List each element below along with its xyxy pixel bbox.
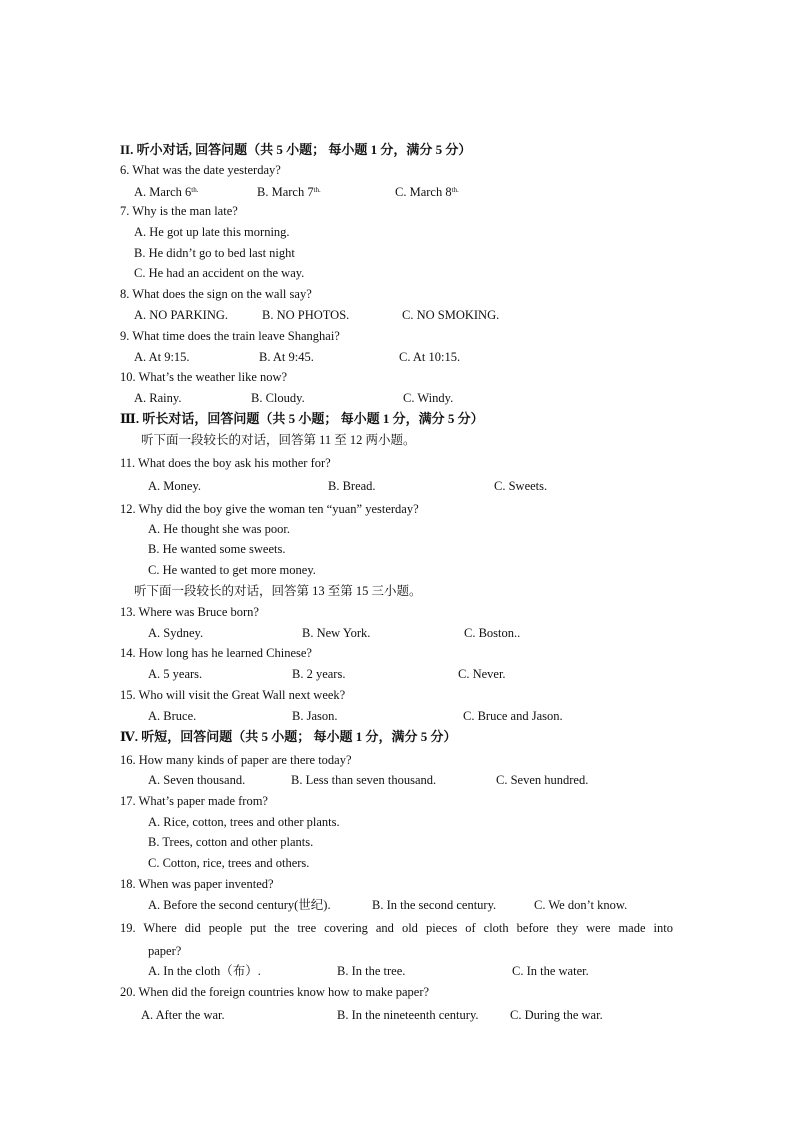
option-b: B. Cloudy. (251, 391, 305, 405)
option-a: A. At 9:15. (134, 350, 190, 364)
question-19: 19. Where did people put the tree covering and old pieces of cloth before they were made into (120, 921, 673, 935)
question-11: 11. What does the boy ask his mother for? (120, 456, 331, 470)
option-c: C. In the water. (512, 964, 589, 978)
option-b: B. Bread. (328, 479, 376, 493)
option-a: A. 5 years. (148, 667, 203, 681)
option-b: B. He didn’t go to bed last night (134, 246, 295, 260)
option-a: A. He got up late this morning. (134, 225, 290, 239)
option-c: C. At 10:15. (399, 350, 461, 364)
option-b: B. Less than seven thousand. (291, 773, 437, 787)
option-a: A. Money. (148, 479, 202, 493)
question-17: 17. What’s paper made from? (120, 794, 268, 808)
option-b: B. At 9:45. (259, 350, 314, 364)
option-c: C. Windy. (403, 391, 454, 405)
option-a: A. After the war. (141, 1008, 225, 1022)
option-b: B. In the second century. (372, 898, 497, 912)
option-a: A. He thought she was poor. (148, 522, 290, 536)
option-a: A. March $6^{th.}$ (134, 185, 199, 199)
question-20: 20. When did the foreign countries know how to make paper? (120, 985, 430, 999)
option-b: B. 2 years. (292, 667, 346, 681)
question-12: 12. Why did the boy give the woman ten “yuan” yesterday? (120, 502, 419, 516)
option-a: A. Seven thousand. (148, 773, 246, 787)
section-heading: Ⅳ. 听短，回答问题（共 5 小题； 每小题 1 分，满分 5 分） (120, 729, 457, 744)
option-a: A. NO PARKING. (134, 308, 228, 322)
section-heading: II. 听小对话, 回答问题（共 5 小题； 每小题 1 分，满分 5 分） (120, 142, 472, 157)
option-b: B. In the nineteenth century. (337, 1008, 479, 1022)
question-18: 18. When was paper invented? (120, 877, 274, 891)
option-c: C. We don’t know. (534, 898, 628, 912)
option-b: B. In the tree. (337, 964, 406, 978)
option-c: C. Never. (458, 667, 506, 681)
option-c: C. March $8^{th.}$ (395, 185, 459, 199)
option-c: C. Cotton, rice, trees and others. (148, 856, 310, 870)
section-note: 听下面一段较长的对话，回答第 11 至 12 两小题。 (141, 433, 416, 447)
option-c: C. Bruce and Jason. (463, 709, 563, 723)
option-b: B. NO PHOTOS. (262, 308, 350, 322)
option-a: A. Rice, cotton, trees and other plants. (148, 815, 340, 829)
option-b: B. Jason. (292, 709, 338, 723)
question-19-continuation: paper? (148, 944, 182, 958)
section-heading: Ⅲ. 听长对话，回答问题（共 5 小题； 每小题 1 分，满分 5 分） (120, 411, 484, 426)
option-a: A. Before the second century(世纪). (148, 898, 331, 912)
option-b: B. March $7^{th.}$ (257, 185, 321, 199)
option-c: C. NO SMOKING. (402, 308, 500, 322)
option-b: B. Trees, cotton and other plants. (148, 835, 314, 849)
section-note: 听下面一段较长的对话，回答第 13 至第 15 三小题。 (134, 584, 422, 598)
option-c: C. He had an accident on the way. (134, 266, 305, 280)
option-a: A. In the cloth（布）. (148, 964, 261, 978)
option-a: A. Rainy. (134, 391, 182, 405)
question-10: 10. What’s the weather like now? (120, 370, 288, 384)
question-9: 9. What time does the train leave Shanghai? (120, 329, 340, 343)
question-15: 15. Who will visit the Great Wall next week? (120, 688, 346, 702)
question-14: 14. How long has he learned Chinese? (120, 646, 312, 660)
option-c: C. Boston.. (464, 626, 521, 640)
question-7: 7. Why is the man late? (120, 204, 238, 218)
option-a: A. Bruce. (148, 709, 197, 723)
option-a: A. Sydney. (148, 626, 204, 640)
question-8: 8. What does the sign on the wall say? (120, 287, 312, 301)
option-c: C. Sweets. (494, 479, 548, 493)
question-13: 13. Where was Bruce born? (120, 605, 259, 619)
option-c: C. Seven hundred. (496, 773, 589, 787)
option-b: B. New York. (302, 626, 371, 640)
question-6: 6. What was the date yesterday? (120, 163, 281, 177)
option-c: C. He wanted to get more money. (148, 563, 316, 577)
option-b: B. He wanted some sweets. (148, 542, 286, 556)
option-c: C. During the war. (510, 1008, 603, 1022)
question-16: 16. How many kinds of paper are there today? (120, 753, 352, 767)
